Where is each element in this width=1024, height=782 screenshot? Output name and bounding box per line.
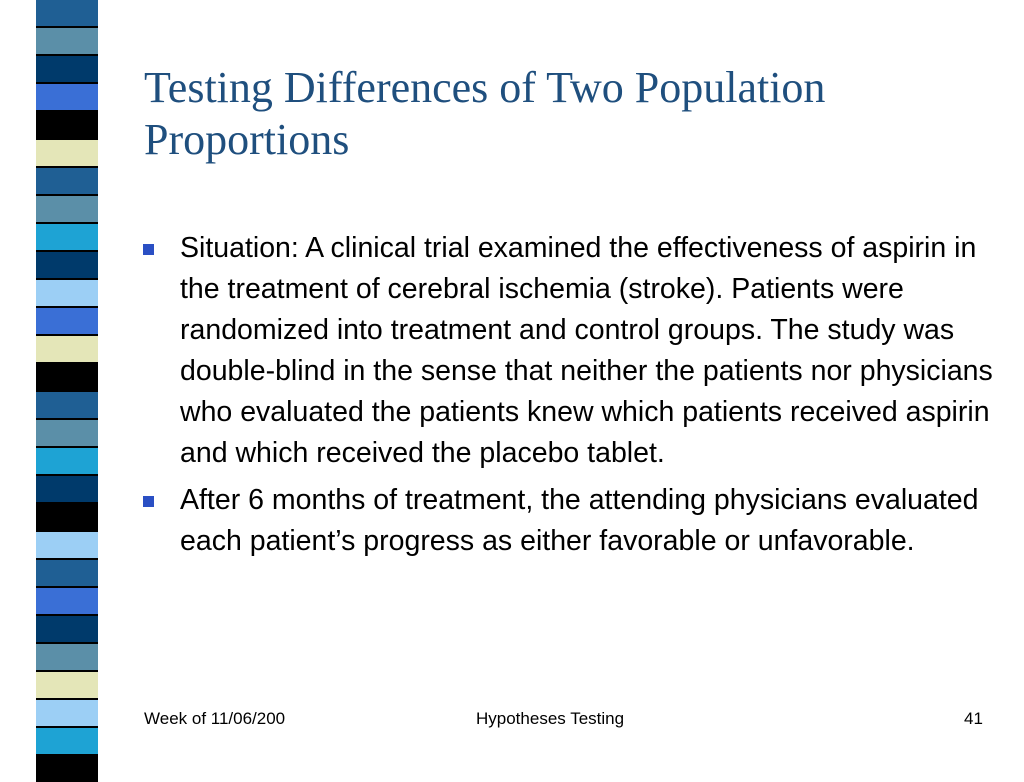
color-stripe — [36, 644, 98, 670]
color-stripe — [36, 672, 98, 698]
color-stripe — [36, 476, 98, 502]
color-stripe — [36, 252, 98, 278]
square-bullet-icon — [143, 496, 154, 507]
color-stripe — [36, 168, 98, 194]
color-stripe — [36, 308, 98, 334]
bullet-item — [140, 480, 1000, 562]
color-stripe — [36, 112, 98, 138]
color-stripe — [36, 196, 98, 222]
color-stripe — [36, 364, 98, 390]
color-stripe — [36, 700, 98, 726]
color-stripe — [36, 224, 98, 250]
bullet-text: After 6 months of treatment, the attending physicians evaluated each patient’s progress as either favorable or unfavorable. — [180, 484, 979, 557]
color-stripe — [36, 616, 98, 642]
color-stripe — [36, 56, 98, 82]
square-bullet-icon — [143, 244, 154, 255]
color-stripe — [36, 0, 98, 26]
color-stripe — [36, 280, 98, 306]
color-stripe — [36, 560, 98, 586]
bullet-text: Situation: A clinical trial examined the effectiveness of aspirin in the treatment of cerebral ischemia (stroke). Patients were randomized into treatment and control groups. The study was double-blind in the sense that neither the patients nor physicians who evaluated the patients knew which patients received aspirin and which received the placebo tablet. — [180, 232, 993, 469]
color-stripe — [36, 728, 98, 754]
decorative-stripe-bar — [36, 0, 98, 768]
color-stripe — [36, 336, 98, 362]
color-stripe — [36, 756, 98, 782]
slide-title: Testing Differences of Two Population Proportions — [144, 63, 826, 164]
color-stripe — [36, 532, 98, 558]
bullet-list — [140, 228, 1000, 568]
color-stripe — [36, 420, 98, 446]
bullet-item — [140, 228, 1000, 474]
color-stripe — [36, 28, 98, 54]
color-stripe — [36, 588, 98, 614]
color-stripe — [36, 392, 98, 418]
color-stripe — [36, 140, 98, 166]
color-stripe — [36, 504, 98, 530]
footer-date: Week of 11/06/200 — [144, 709, 286, 728]
color-stripe — [36, 448, 98, 474]
page-number: 41 — [964, 709, 983, 728]
footer-topic: Hypotheses Testing — [476, 709, 625, 728]
color-stripe — [36, 84, 98, 110]
